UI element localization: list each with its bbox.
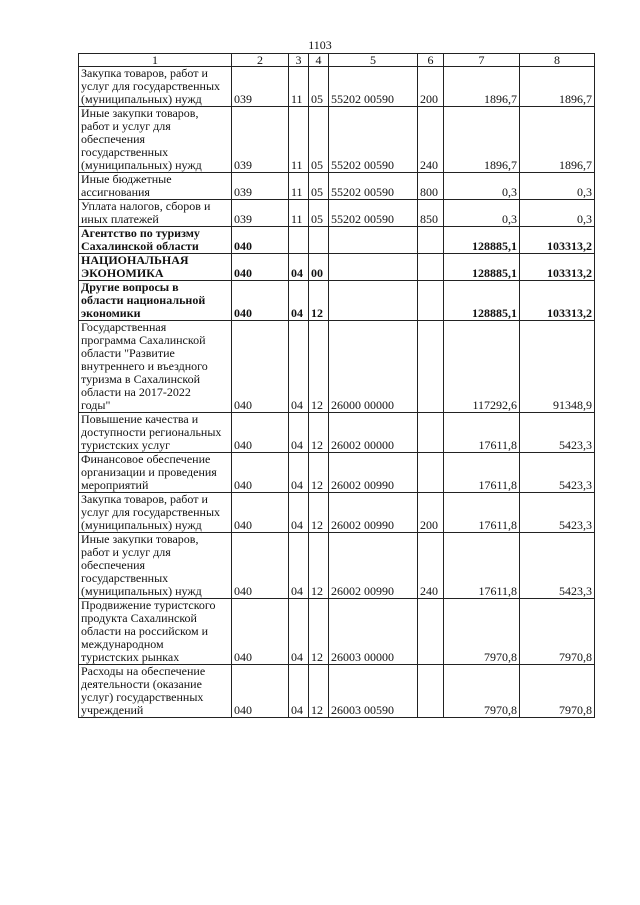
target-article-cell: 26002 00990 bbox=[329, 453, 418, 493]
table-row bbox=[79, 453, 595, 493]
ministry-code-cell: 039 bbox=[232, 107, 289, 173]
section-code-cell: 04 bbox=[289, 453, 309, 493]
expense-type-cell bbox=[418, 413, 444, 453]
row-name-cell: Государственная программа Сахалинской области "Развитие внутреннего и въездного туризма в Сахалинской области на 2017-2022 годы" bbox=[79, 321, 232, 413]
row-name-cell: Финансовое обеспечение организации и проведения мероприятий bbox=[79, 453, 232, 493]
amount-2019-cell: 103313,2 bbox=[520, 254, 595, 281]
section-code-cell: 04 bbox=[289, 599, 309, 665]
target-article-cell: 55202 00590 bbox=[329, 67, 418, 107]
amount-2018-cell: 17611,8 bbox=[444, 413, 520, 453]
subsection-code-cell: 12 bbox=[309, 533, 329, 599]
column-header-5: 5 bbox=[329, 54, 418, 67]
section-code-cell: 11 bbox=[289, 67, 309, 107]
expense-type-cell bbox=[418, 281, 444, 321]
row-name-cell: НАЦИОНАЛЬНАЯ ЭКОНОМИКА bbox=[79, 254, 232, 281]
section-code-cell bbox=[289, 227, 309, 254]
subsection-code-cell: 12 bbox=[309, 493, 329, 533]
subsection-code-cell: 05 bbox=[309, 200, 329, 227]
expense-type-cell: 800 bbox=[418, 173, 444, 200]
amount-2019-cell: 7970,8 bbox=[520, 599, 595, 665]
target-article-cell: 55202 00590 bbox=[329, 107, 418, 173]
expense-type-cell bbox=[418, 599, 444, 665]
amount-2018-cell: 17611,8 bbox=[444, 453, 520, 493]
subsection-code-cell: 12 bbox=[309, 321, 329, 413]
table-row bbox=[79, 599, 595, 665]
column-header-3: 3 bbox=[289, 54, 309, 67]
subsection-code-cell: 12 bbox=[309, 453, 329, 493]
amount-2018-cell: 7970,8 bbox=[444, 599, 520, 665]
subsection-code-cell: 12 bbox=[309, 281, 329, 321]
amount-2018-cell: 7970,8 bbox=[444, 665, 520, 718]
amount-2019-cell: 91348,9 bbox=[520, 321, 595, 413]
ministry-code-cell: 040 bbox=[232, 599, 289, 665]
target-article-cell: 26003 00000 bbox=[329, 599, 418, 665]
table-row bbox=[79, 227, 595, 254]
row-name-cell: Иные закупки товаров, работ и услуг для обеспечения государственных (муниципальных) нужд bbox=[79, 533, 232, 599]
section-code-cell: 04 bbox=[289, 281, 309, 321]
amount-2019-cell: 5423,3 bbox=[520, 493, 595, 533]
row-name-cell: Повышение качества и доступности региональных туристских услуг bbox=[79, 413, 232, 453]
ministry-code-cell: 040 bbox=[232, 493, 289, 533]
amount-2019-cell: 103313,2 bbox=[520, 227, 595, 254]
ministry-code-cell: 040 bbox=[232, 254, 289, 281]
section-code-cell: 11 bbox=[289, 173, 309, 200]
subsection-code-cell: 12 bbox=[309, 599, 329, 665]
amount-2018-cell: 0,3 bbox=[444, 173, 520, 200]
subsection-code-cell: 00 bbox=[309, 254, 329, 281]
amount-2019-cell: 0,3 bbox=[520, 173, 595, 200]
amount-2018-cell: 128885,1 bbox=[444, 227, 520, 254]
ministry-code-cell: 040 bbox=[232, 281, 289, 321]
section-code-cell: 04 bbox=[289, 321, 309, 413]
column-header-2: 2 bbox=[232, 54, 289, 67]
row-name-cell: Иные бюджетные ассигнования bbox=[79, 173, 232, 200]
amount-2018-cell: 17611,8 bbox=[444, 533, 520, 599]
row-name-cell: Продвижение туристского продукта Сахалинской области на российском и международном туристских рынках bbox=[79, 599, 232, 665]
target-article-cell: 55202 00590 bbox=[329, 200, 418, 227]
subsection-code-cell: 05 bbox=[309, 173, 329, 200]
target-article-cell: 26000 00000 bbox=[329, 321, 418, 413]
ministry-code-cell: 040 bbox=[232, 453, 289, 493]
subsection-code-cell: 05 bbox=[309, 107, 329, 173]
row-name-cell: Закупка товаров, работ и услуг для государственных (муниципальных) нужд bbox=[79, 67, 232, 107]
section-code-cell: 04 bbox=[289, 665, 309, 718]
expense-type-cell bbox=[418, 321, 444, 413]
expense-type-cell bbox=[418, 254, 444, 281]
amount-2018-cell: 128885,1 bbox=[444, 254, 520, 281]
table-row bbox=[79, 107, 595, 173]
table-row bbox=[79, 493, 595, 533]
amount-2019-cell: 7970,8 bbox=[520, 665, 595, 718]
ministry-code-cell: 040 bbox=[232, 665, 289, 718]
section-code-cell: 11 bbox=[289, 107, 309, 173]
amount-2019-cell: 0,3 bbox=[520, 200, 595, 227]
amount-2018-cell: 1896,7 bbox=[444, 67, 520, 107]
expense-type-cell: 240 bbox=[418, 533, 444, 599]
subsection-code-cell: 12 bbox=[309, 665, 329, 718]
target-article-cell: 26002 00990 bbox=[329, 493, 418, 533]
amount-2019-cell: 5423,3 bbox=[520, 413, 595, 453]
expense-type-cell: 240 bbox=[418, 107, 444, 173]
subsection-code-cell: 05 bbox=[309, 67, 329, 107]
subsection-code-cell: 12 bbox=[309, 413, 329, 453]
amount-2018-cell: 1896,7 bbox=[444, 107, 520, 173]
amount-2018-cell: 17611,8 bbox=[444, 493, 520, 533]
amount-2019-cell: 5423,3 bbox=[520, 453, 595, 493]
target-article-cell bbox=[329, 227, 418, 254]
page-number: 1103 bbox=[308, 38, 332, 52]
table-row bbox=[79, 281, 595, 321]
ministry-code-cell: 040 bbox=[232, 321, 289, 413]
table-row bbox=[79, 665, 595, 718]
expense-type-cell: 850 bbox=[418, 200, 444, 227]
table-row bbox=[79, 413, 595, 453]
column-header-1: 1 bbox=[79, 54, 232, 67]
row-name-cell: Закупка товаров, работ и услуг для государственных (муниципальных) нужд bbox=[79, 493, 232, 533]
expense-type-cell: 200 bbox=[418, 493, 444, 533]
column-header-8: 8 bbox=[520, 54, 595, 67]
subsection-code-cell bbox=[309, 227, 329, 254]
section-code-cell: 04 bbox=[289, 254, 309, 281]
expense-type-cell bbox=[418, 453, 444, 493]
ministry-code-cell: 039 bbox=[232, 67, 289, 107]
expense-type-cell bbox=[418, 227, 444, 254]
column-header-7: 7 bbox=[444, 54, 520, 67]
section-code-cell: 04 bbox=[289, 413, 309, 453]
amount-2018-cell: 117292,6 bbox=[444, 321, 520, 413]
table-row bbox=[79, 533, 595, 599]
ministry-code-cell: 039 bbox=[232, 173, 289, 200]
target-article-cell: 26003 00590 bbox=[329, 665, 418, 718]
section-code-cell: 11 bbox=[289, 200, 309, 227]
row-name-cell: Агентство по туризму Сахалинской области bbox=[79, 227, 232, 254]
target-article-cell: 26002 00000 bbox=[329, 413, 418, 453]
row-name-cell: Другие вопросы в области национальной экономики bbox=[79, 281, 232, 321]
section-code-cell: 04 bbox=[289, 493, 309, 533]
amount-2019-cell: 1896,7 bbox=[520, 67, 595, 107]
column-header-6: 6 bbox=[418, 54, 444, 67]
target-article-cell: 55202 00590 bbox=[329, 173, 418, 200]
budget-table bbox=[78, 53, 595, 718]
target-article-cell bbox=[329, 254, 418, 281]
amount-2019-cell: 1896,7 bbox=[520, 107, 595, 173]
amount-2019-cell: 103313,2 bbox=[520, 281, 595, 321]
table-row bbox=[79, 254, 595, 281]
amount-2018-cell: 128885,1 bbox=[444, 281, 520, 321]
expense-type-cell bbox=[418, 665, 444, 718]
table-row bbox=[79, 67, 595, 107]
row-name-cell: Иные закупки товаров, работ и услуг для обеспечения государственных (муниципальных) нужд bbox=[79, 107, 232, 173]
target-article-cell: 26002 00990 bbox=[329, 533, 418, 599]
table-row bbox=[79, 321, 595, 413]
table-row bbox=[79, 200, 595, 227]
amount-2018-cell: 0,3 bbox=[444, 200, 520, 227]
ministry-code-cell: 040 bbox=[232, 533, 289, 599]
target-article-cell bbox=[329, 281, 418, 321]
expense-type-cell: 200 bbox=[418, 67, 444, 107]
row-name-cell: Уплата налогов, сборов и иных платежей bbox=[79, 200, 232, 227]
row-name-cell: Расходы на обеспечение деятельности (оказание услуг) государственных учреждений bbox=[79, 665, 232, 718]
ministry-code-cell: 040 bbox=[232, 227, 289, 254]
header-row bbox=[79, 54, 595, 67]
ministry-code-cell: 039 bbox=[232, 200, 289, 227]
column-header-4: 4 bbox=[309, 54, 329, 67]
amount-2019-cell: 5423,3 bbox=[520, 533, 595, 599]
table-row bbox=[79, 173, 595, 200]
ministry-code-cell: 040 bbox=[232, 413, 289, 453]
section-code-cell: 04 bbox=[289, 533, 309, 599]
